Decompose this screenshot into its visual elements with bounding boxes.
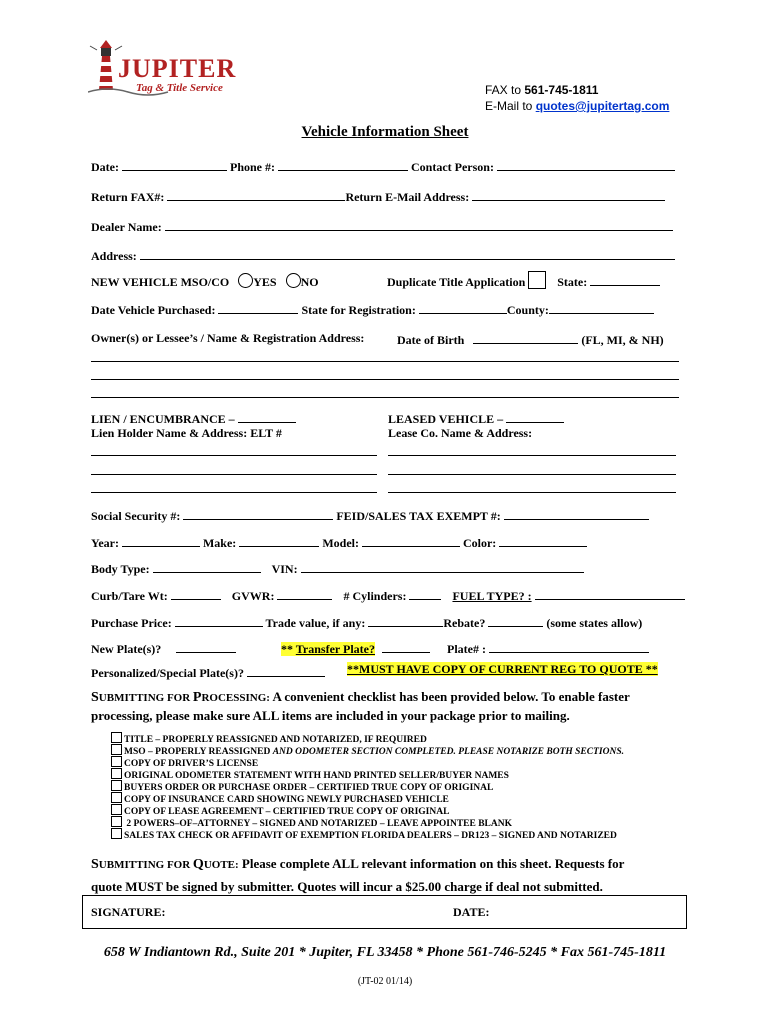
address-field[interactable] (140, 247, 675, 260)
year-field[interactable] (122, 534, 200, 547)
fuel-label: FUEL TYPE? : (452, 589, 532, 603)
quote-text-2: quote MUST be signed by submitter. Quotes will incur a $25.00 charge if deal not submitted. (91, 879, 603, 894)
checklist-item[interactable] (111, 804, 624, 816)
logo-brand: JUPITER (118, 54, 237, 83)
model-label: Model: (322, 536, 359, 550)
processing-intro-1: A convenient checklist has been provided below. To enable faster (269, 689, 630, 704)
checkbox[interactable] (111, 756, 122, 767)
owner-line-3[interactable] (91, 397, 679, 398)
processing-heading-s: S (91, 690, 99, 705)
fax-label: FAX to (485, 83, 522, 97)
lease-line-1[interactable] (388, 455, 676, 456)
leased-field[interactable] (506, 410, 564, 423)
checklist-item-italic: AND ODOMETER SECTION COMPLETED. PLEASE NOTARIZE BOTH SECTIONS. (272, 747, 624, 757)
state-label: State: (557, 275, 588, 289)
owner-line-1[interactable] (91, 361, 679, 362)
fuel-field[interactable] (535, 587, 685, 600)
owner-label: Owner(s) or Lessee’s / Name & Registration Address: (91, 331, 365, 345)
checkbox[interactable] (111, 744, 122, 755)
quote-heading-s: S (91, 857, 99, 872)
cylinders-field[interactable] (409, 587, 441, 600)
return-fax-label: Return FAX#: (91, 190, 165, 204)
no-radio[interactable] (286, 273, 301, 288)
return-email-label: Return E-Mail Address: (345, 190, 470, 204)
gvwr-field[interactable] (277, 587, 332, 600)
phone-label: Phone #: (229, 160, 275, 174)
processing-heading-a: UBMITTING FOR (98, 692, 193, 704)
dealer-name-field[interactable] (165, 218, 673, 231)
checklist-item-text: SALES TAX CHECK OR AFFIDAVIT OF EXEMPTION FLORIDA DEALERS – DR123 – SIGNED AND NOTARIZED (124, 831, 617, 841)
date-label: Date: (91, 160, 119, 174)
transfer-plate-label: Transfer Plate? (295, 642, 375, 656)
processing-heading-b: ROCESSING: (201, 692, 270, 704)
county-field[interactable] (549, 301, 654, 314)
form-id: (JT-02 01/14) (357, 976, 413, 987)
lien-holder-label: Lien Holder Name & Address: ELT # (91, 426, 282, 440)
state-registration-field[interactable] (419, 301, 507, 314)
checklist-item[interactable] (111, 732, 624, 744)
contact-block (485, 82, 669, 114)
date-field[interactable] (122, 158, 227, 171)
feid-field[interactable] (504, 507, 649, 520)
leased-label: LEASED VEHICLE – (388, 412, 504, 426)
checklist-item-text: COPY OF INSURANCE CARD SHOWING NEWLY PURCHASED VEHICLE (124, 795, 449, 805)
curb-field[interactable] (171, 587, 221, 600)
transfer-prefix: ** (281, 642, 296, 656)
logo-tagline: Tag & Title Service (136, 82, 223, 94)
lien-label: LIEN / ENCUMBRANCE – (91, 412, 235, 426)
price-field[interactable] (175, 614, 263, 627)
yes-label: YES (253, 275, 277, 289)
processing-heading-p: P (192, 690, 202, 705)
make-label: Make: (202, 536, 237, 550)
checkbox[interactable] (111, 780, 122, 791)
county-label: County: (506, 303, 549, 317)
make-field[interactable] (239, 534, 319, 547)
footer-address: 658 W Indiantown Rd., Suite 201 * Jupiter, FL 33458 * Phone 561-746-5245 * Fax 561-745-1811 (103, 945, 667, 960)
email-label: E-Mail to (485, 99, 533, 113)
checklist-item[interactable] (111, 828, 624, 840)
duplicate-title-checkbox[interactable] (528, 271, 546, 289)
plate-number-field[interactable] (489, 640, 649, 653)
checklist-item[interactable] (111, 756, 624, 768)
return-email-field[interactable] (472, 188, 665, 201)
processing-checklist (111, 732, 624, 840)
checkbox[interactable] (111, 804, 122, 815)
checkbox[interactable] (111, 792, 122, 803)
must-have-notice: **MUST HAVE COPY OF CURRENT REG TO QUOTE ** (347, 662, 658, 676)
contact-person-field[interactable] (497, 158, 675, 171)
yes-radio[interactable] (238, 273, 253, 288)
color-field[interactable] (499, 534, 587, 547)
lease-line-2[interactable] (388, 474, 676, 475)
new-vehicle-label: NEW VEHICLE MSO/CO (91, 275, 230, 289)
checklist-item-text: TITLE – PROPERLY REASSIGNED AND NOTARIZED, IF REQUIRED (124, 735, 427, 745)
cylinders-label: # Cylinders: (343, 589, 407, 603)
feid-label: FEID/SALES TAX EXEMPT #: (336, 509, 501, 523)
dealer-name-label: Dealer Name: (91, 220, 162, 234)
checklist-item-text: ORIGINAL ODOMETER STATEMENT WITH HAND PRINTED SELLER/BUYER NAMES (124, 771, 509, 781)
company-logo (88, 34, 258, 98)
processing-intro-2: processing, please make sure ALL items are included in your package prior to mailing. (91, 708, 570, 723)
signature-date-label: DATE: (453, 905, 490, 919)
checklist-item[interactable] (111, 816, 624, 828)
processing-intro (91, 688, 691, 724)
quote-heading-b: UOTE: (203, 859, 239, 871)
model-field[interactable] (362, 534, 460, 547)
rebate-field[interactable] (488, 614, 543, 627)
checkbox[interactable] (111, 732, 122, 743)
signature-label: SIGNATURE: (91, 905, 166, 919)
duplicate-title-label: Duplicate Title Application (387, 275, 526, 289)
email-link[interactable]: quotes@jupitertag.com (535, 99, 670, 113)
checklist-item[interactable] (111, 768, 624, 780)
ssn-label: Social Security #: (91, 509, 181, 523)
checkbox[interactable] (111, 768, 122, 779)
rebate-note: (some states allow) (546, 616, 643, 630)
body-type-field[interactable] (153, 560, 261, 573)
lien-field[interactable] (238, 410, 296, 423)
checklist-item[interactable] (111, 792, 624, 804)
dob-field[interactable] (473, 331, 578, 344)
new-plate-label: New Plate(s)? (91, 642, 162, 656)
ssn-field[interactable] (183, 507, 333, 520)
transfer-plate-highlight (281, 642, 375, 656)
price-label: Purchase Price: (91, 616, 172, 630)
checkbox[interactable] (111, 816, 122, 827)
contact-person-label: Contact Person: (410, 160, 494, 174)
return-fax-field[interactable] (167, 188, 345, 201)
personalized-field[interactable] (247, 664, 325, 677)
quote-heading-a: UBMITTING FOR (98, 859, 193, 871)
state-registration-label: State for Registration: (301, 303, 416, 317)
page-title: Vehicle Information Sheet (301, 124, 469, 140)
vin-field[interactable] (301, 560, 584, 573)
checklist-item-text: COPY OF LEASE AGREEMENT – CERTIFIED TRUE COPY OF ORIGINAL (124, 807, 450, 817)
date-purchased-field[interactable] (218, 301, 298, 314)
checklist-item-text: 2 POWERS–OF–ATTORNEY – SIGNED AND NOTARIZED – LEAVE APPOINTEE BLANK (124, 819, 512, 829)
no-label: NO (300, 275, 319, 289)
trade-field[interactable] (368, 614, 443, 627)
checklist-item[interactable] (111, 780, 624, 792)
owner-line-2[interactable] (91, 379, 679, 380)
year-label: Year: (91, 536, 119, 550)
vin-label: VIN: (271, 562, 298, 576)
dob-label: Date of Birth (397, 333, 465, 347)
checklist-item-text: BUYERS ORDER OR PURCHASE ORDER – CERTIFIED TRUE COPY OF ORIGINAL (124, 783, 494, 793)
trade-label: Trade value, if any: (265, 616, 366, 630)
new-plate-field[interactable] (176, 640, 236, 653)
plate-number-label: Plate# : (447, 642, 486, 656)
quote-heading-q: Q (192, 857, 204, 872)
personalized-label: Personalized/Special Plate(s)? (91, 666, 244, 680)
lien-line-2[interactable] (91, 474, 377, 475)
checklist-item[interactable] (111, 744, 624, 756)
date-purchased-label: Date Vehicle Purchased: (91, 303, 216, 317)
gvwr-label: GVWR: (231, 589, 275, 603)
state-field[interactable] (590, 273, 660, 286)
checkbox[interactable] (111, 828, 122, 839)
quote-section (91, 853, 691, 898)
curb-label: Curb/Tare Wt: (91, 589, 168, 603)
color-label: Color: (462, 536, 497, 550)
lien-line-3[interactable] (91, 492, 377, 493)
lien-line-1[interactable] (91, 455, 377, 456)
address-label: Address: (91, 249, 137, 263)
transfer-plate-field[interactable] (382, 640, 430, 653)
fax-number: 561-745-1811 (524, 83, 599, 97)
body-type-label: Body Type: (91, 562, 150, 576)
dob-note: (FL, MI, & NH) (581, 333, 664, 347)
lease-co-label: Lease Co. Name & Address: (388, 426, 533, 440)
signature-box[interactable] (82, 895, 687, 929)
checklist-item-text: MSO – PROPERLY REASSIGNED (124, 747, 273, 757)
rebate-label: Rebate? (443, 616, 486, 630)
phone-field[interactable] (278, 158, 408, 171)
checklist-item-text: COPY OF DRIVER’S LICENSE (124, 759, 259, 769)
lease-line-3[interactable] (388, 492, 676, 493)
quote-text-1: Please complete ALL relevant information on this sheet. Requests for (238, 856, 625, 871)
